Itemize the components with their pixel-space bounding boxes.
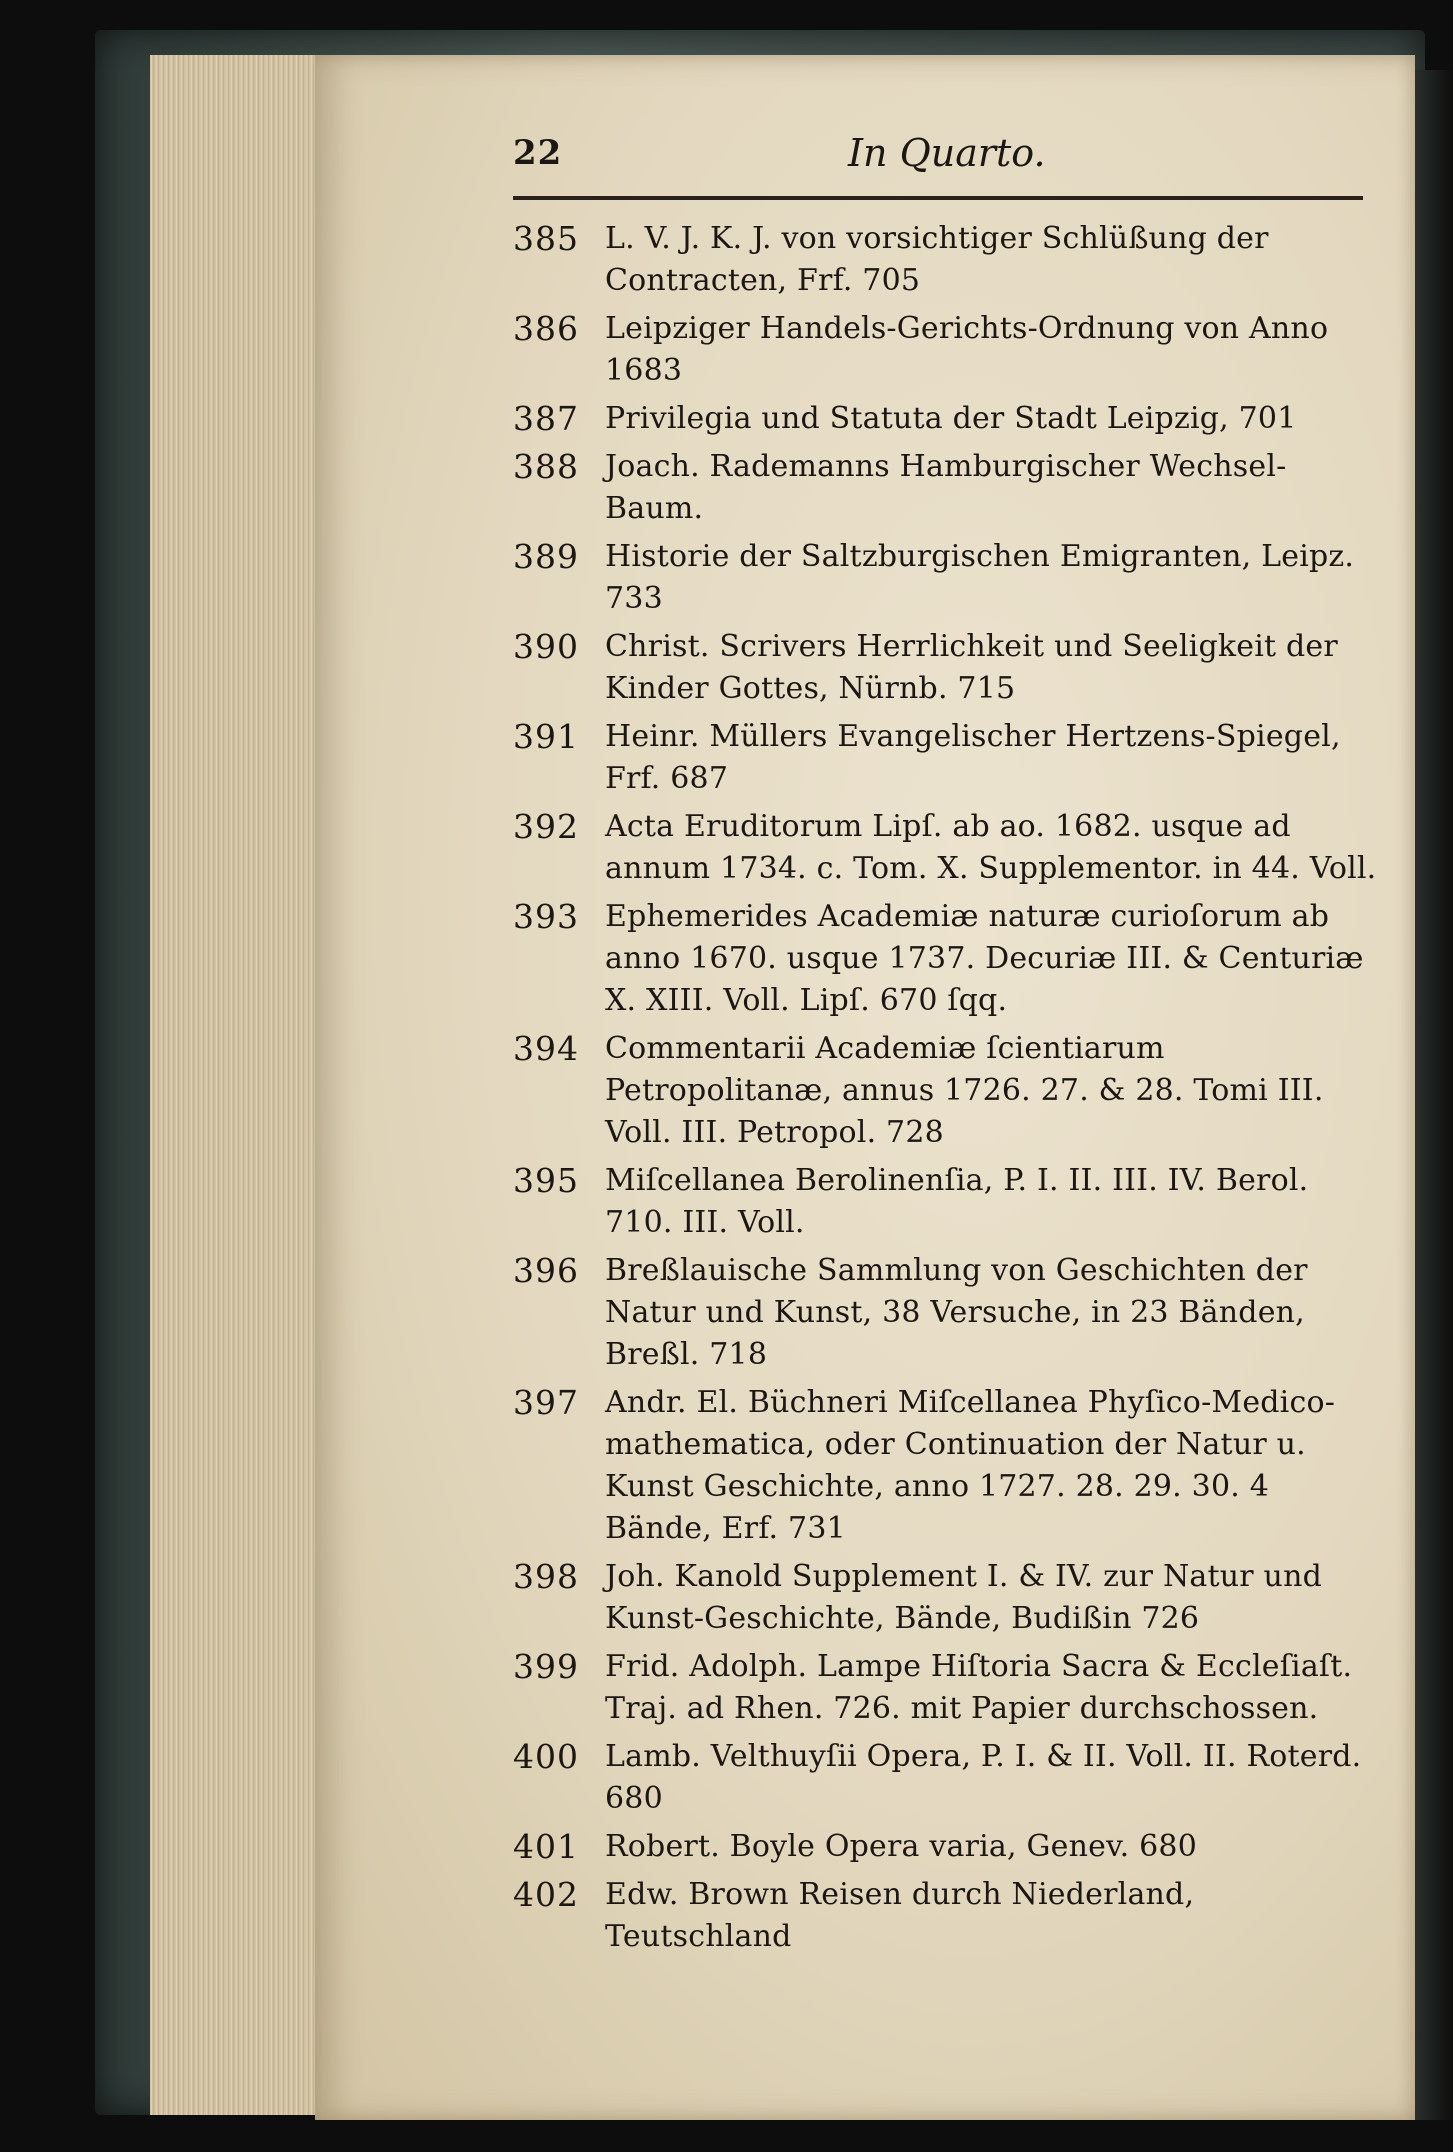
catalog-entry [513, 1382, 1383, 1550]
entry-text: Joach. Rademanns Hamburgischer Wechsel-Baum. [605, 449, 1287, 526]
entry-text: Edw. Brown Reisen durch Niederland, Teutschland [605, 1877, 1195, 1954]
catalog-entry [513, 536, 1383, 620]
entry-number: 390 [513, 627, 579, 666]
catalog-entry [513, 806, 1383, 890]
entry-number: 399 [513, 1647, 579, 1686]
entry-text: Joh. Kanold Supplement I. & IV. zur Natur und Kunst-Geschichte, Bände, Budißin 726 [605, 1559, 1322, 1636]
entry-number: 400 [513, 1737, 579, 1776]
gutter-shadow [1415, 70, 1453, 2120]
catalog-entry [513, 1250, 1383, 1376]
entry-number: 388 [513, 447, 579, 486]
entry-number: 396 [513, 1251, 579, 1290]
entry-text: Ephemerides Academiæ naturæ curioſorum ab anno 1670. usque 1737. Decuriæ III. & Centuriæ X. XIII. Voll. Lipſ. 670 ſqq. [605, 899, 1364, 1018]
entry-number: 402 [513, 1875, 579, 1914]
entry-text: Robert. Boyle Opera varia, Genev. 680 [605, 1829, 1197, 1864]
catalog-entry [513, 1556, 1383, 1640]
entry-text: Christ. Scrivers Herrlichkeit und Seeligkeit der Kinder Gottes, Nürnb. 715 [605, 629, 1338, 706]
entry-text: Lamb. Velthuyſii Opera, P. I. & II. Voll. II. Roterd. 680 [605, 1739, 1362, 1816]
catalog-entry [513, 1874, 1383, 1958]
catalog-entry [513, 1826, 1383, 1868]
page-number: 22 [513, 133, 563, 173]
entry-text: Leipziger Handels-Gerichts-Ordnung von Anno 1683 [605, 311, 1329, 388]
entry-number: 398 [513, 1557, 579, 1596]
entry-text: Breßlauische Sammlung von Geschichten der Natur und Kunst, 38 Versuche, in 23 Bänden, Breßl. 718 [605, 1253, 1308, 1372]
entry-text: Historie der Saltzburgischen Emigranten, Leipz. 733 [605, 539, 1355, 616]
entry-text: Frid. Adolph. Lampe Hiſtoria Sacra & Eccleſiaſt. Traj. ad Rhen. 726. mit Papier durchschossen. [605, 1649, 1353, 1726]
catalog-entry [513, 716, 1383, 800]
catalog-entry [513, 896, 1383, 1022]
catalog-entry [513, 1028, 1383, 1154]
entry-text: Privilegia und Statuta der Stadt Leipzig, 701 [605, 401, 1297, 436]
entry-text: Miſcellanea Berolinenſia, P. I. II. III. IV. Berol. 710. III. Voll. [605, 1163, 1309, 1240]
catalog-entry [513, 1160, 1383, 1244]
page-edges [150, 55, 322, 2115]
catalog-entry [513, 218, 1383, 302]
catalog-entry [513, 1646, 1383, 1730]
entry-number: 401 [513, 1827, 579, 1866]
entry-text: Heinr. Müllers Evangelischer Hertzens-Spiegel, Frf. 687 [605, 719, 1341, 796]
entry-number: 391 [513, 717, 579, 756]
catalog-entry [513, 1736, 1383, 1820]
catalog-entry [513, 308, 1383, 392]
header-rule [513, 196, 1363, 200]
entry-number: 394 [513, 1029, 579, 1068]
entry-number: 387 [513, 399, 579, 438]
entry-number: 386 [513, 309, 579, 348]
entry-number: 389 [513, 537, 579, 576]
entry-number: 397 [513, 1383, 579, 1422]
page-header [513, 133, 1373, 193]
entry-number: 395 [513, 1161, 579, 1200]
entry-number: 392 [513, 807, 579, 846]
entry-text: Andr. El. Büchneri Miſcellanea Phyſico-Medico-mathematica, oder Continuation der Natur u. Kunst Geschichte, anno 1727. 28. 29. 30. 4 Bände, Erf. 731 [605, 1385, 1336, 1546]
catalog-entry [513, 446, 1383, 530]
catalog-entries [513, 218, 1383, 1964]
entry-number: 393 [513, 897, 579, 936]
entry-text: L. V. J. K. J. von vorsichtiger Schlüßung der Contracten, Frf. 705 [605, 221, 1269, 298]
catalog-entry [513, 626, 1383, 710]
entry-text: Commentarii Academiæ ſcientiarum Petropolitanæ, annus 1726. 27. & 28. Tomi III. Voll. III. Petropol. 728 [605, 1031, 1324, 1150]
entry-text: Acta Eruditorum Lipſ. ab ao. 1682. usque ad annum 1734. c. Tom. X. Supplementor. in 44. Voll. [605, 809, 1377, 886]
running-title: In Quarto. [848, 131, 1046, 175]
entry-number: 385 [513, 219, 579, 258]
catalog-entry [513, 398, 1383, 440]
